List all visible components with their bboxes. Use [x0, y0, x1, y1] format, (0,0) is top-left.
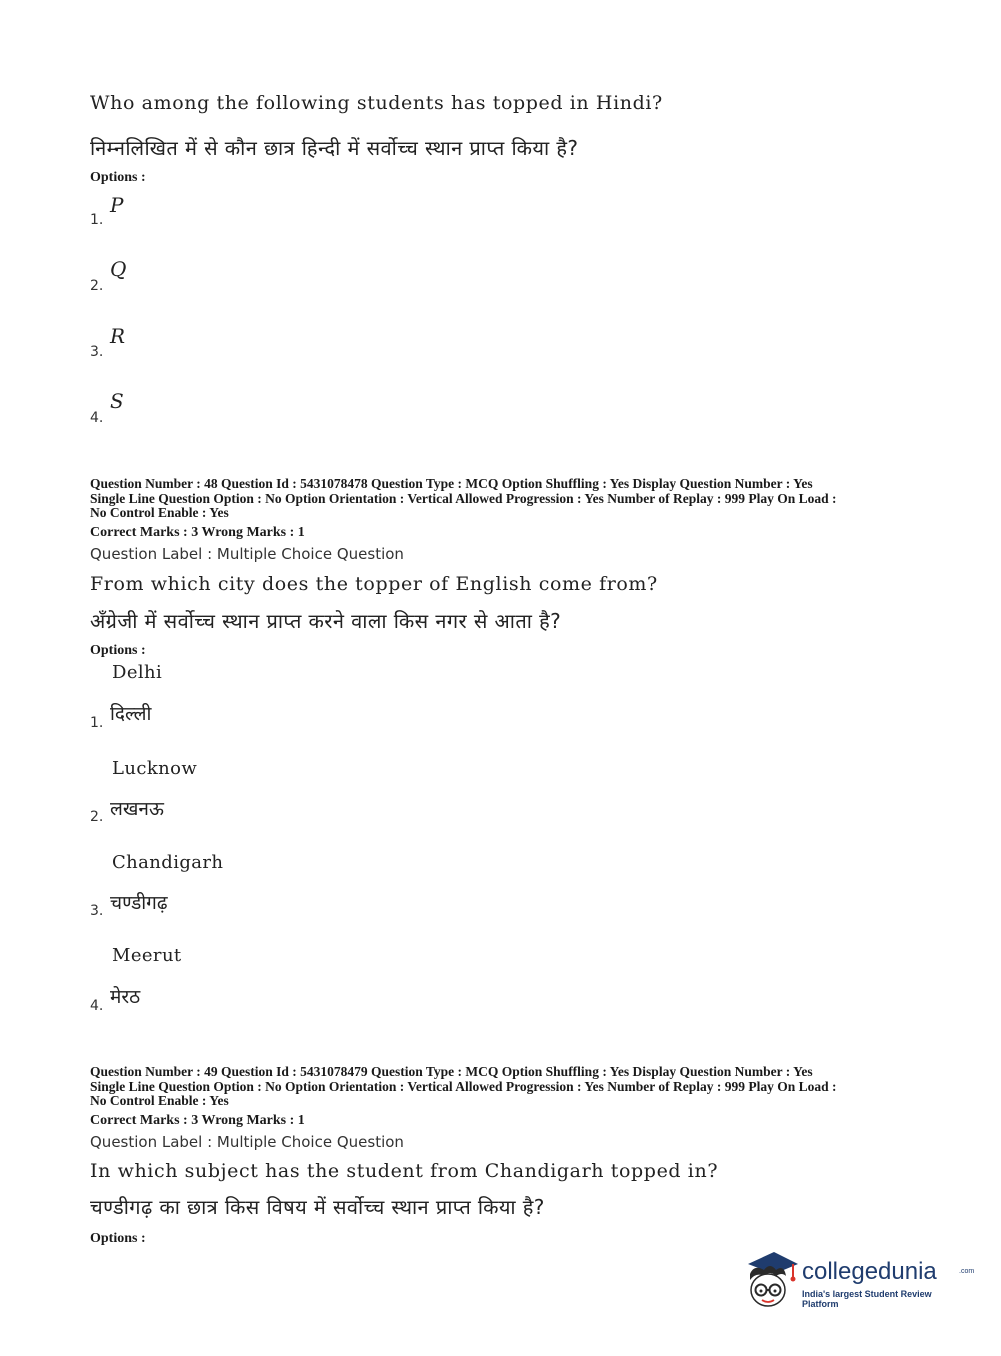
question-49-label: Question Label : Multiple Choice Question	[90, 1133, 404, 1151]
question-49-meta-line2: Single Line Question Option : No Option Orientation : Vertical Allowed Progression : Yes Number of Replay : 999 Play On Load :	[90, 1079, 837, 1094]
question-48-meta-line3: No Control Enable : Yes	[90, 505, 229, 520]
question-47-text-english: Who among the following students has topped in Hindi?	[90, 92, 663, 114]
question-48-meta-line1: Question Number : 48 Question Id : 5431078478 Question Type : MCQ Option Shuffling : Yes Display Question Number : Yes	[90, 476, 813, 491]
option-text-english[interactable]: Delhi	[112, 662, 163, 683]
option-text-hindi[interactable]: लखनऊ	[110, 798, 164, 820]
logo-name: collegedunia	[802, 1258, 937, 1285]
question-47-options-label: Options :	[90, 170, 146, 185]
question-48-label: Question Label : Multiple Choice Question	[90, 545, 404, 563]
option-text-english[interactable]: Lucknow	[112, 758, 198, 779]
question-48-text-hindi: अँग्रेजी में सर्वोच्च स्थान प्राप्त करने वाला किस नगर से आता है?	[90, 609, 562, 633]
option-text[interactable]: Q	[110, 257, 127, 281]
option-number: 1.	[90, 212, 104, 228]
question-48-text-english: From which city does the topper of English come from?	[90, 573, 658, 595]
option-number: 2.	[90, 278, 104, 294]
question-49-marks: Correct Marks : 3 Wrong Marks : 1	[90, 1113, 305, 1128]
option-text[interactable]: S	[110, 389, 124, 413]
option-number: 4.	[90, 410, 104, 426]
option-text-english[interactable]: Meerut	[112, 945, 182, 966]
mascot-icon	[740, 1250, 800, 1314]
option-text[interactable]: P	[110, 193, 124, 217]
question-49-text-hindi: चण्डीगढ़ का छात्र किस विषय में सर्वोच्च स्थान प्राप्त किया है?	[90, 1195, 545, 1219]
option-text-english[interactable]: Chandigarh	[112, 852, 224, 873]
option-text[interactable]: R	[110, 324, 126, 348]
question-49-options-label: Options :	[90, 1231, 146, 1246]
collegedunia-logo	[740, 1250, 975, 1314]
option-text-hindi[interactable]: मेरठ	[110, 986, 141, 1008]
option-text-hindi[interactable]: चण्डीगढ़	[110, 892, 168, 914]
question-49-text-english: In which subject has the student from Chandigarh topped in?	[90, 1160, 719, 1182]
option-number: 3.	[90, 903, 104, 919]
logo-tagline: India's largest Student Review Platform	[802, 1289, 932, 1309]
question-47-text-hindi: निम्नलिखित में से कौन छात्र हिन्दी में सर्वोच्च स्थान प्राप्त किया है?	[90, 136, 579, 160]
question-48-marks: Correct Marks : 3 Wrong Marks : 1	[90, 525, 305, 540]
question-49-meta-line1: Question Number : 49 Question Id : 5431078479 Question Type : MCQ Option Shuffling : Yes Display Question Number : Yes	[90, 1064, 813, 1079]
option-number: 1.	[90, 715, 104, 731]
option-number: 2.	[90, 809, 104, 825]
question-48-options-label: Options :	[90, 643, 146, 658]
question-48-meta-line2: Single Line Question Option : No Option Orientation : Vertical Allowed Progression : Yes Number of Replay : 999 Play On Load :	[90, 491, 837, 506]
option-number: 4.	[90, 998, 104, 1014]
logo-suffix: .com	[959, 1268, 975, 1275]
option-text-hindi[interactable]: दिल्ली	[110, 703, 152, 725]
option-number: 3.	[90, 344, 104, 360]
question-49-meta-line3: No Control Enable : Yes	[90, 1093, 229, 1108]
